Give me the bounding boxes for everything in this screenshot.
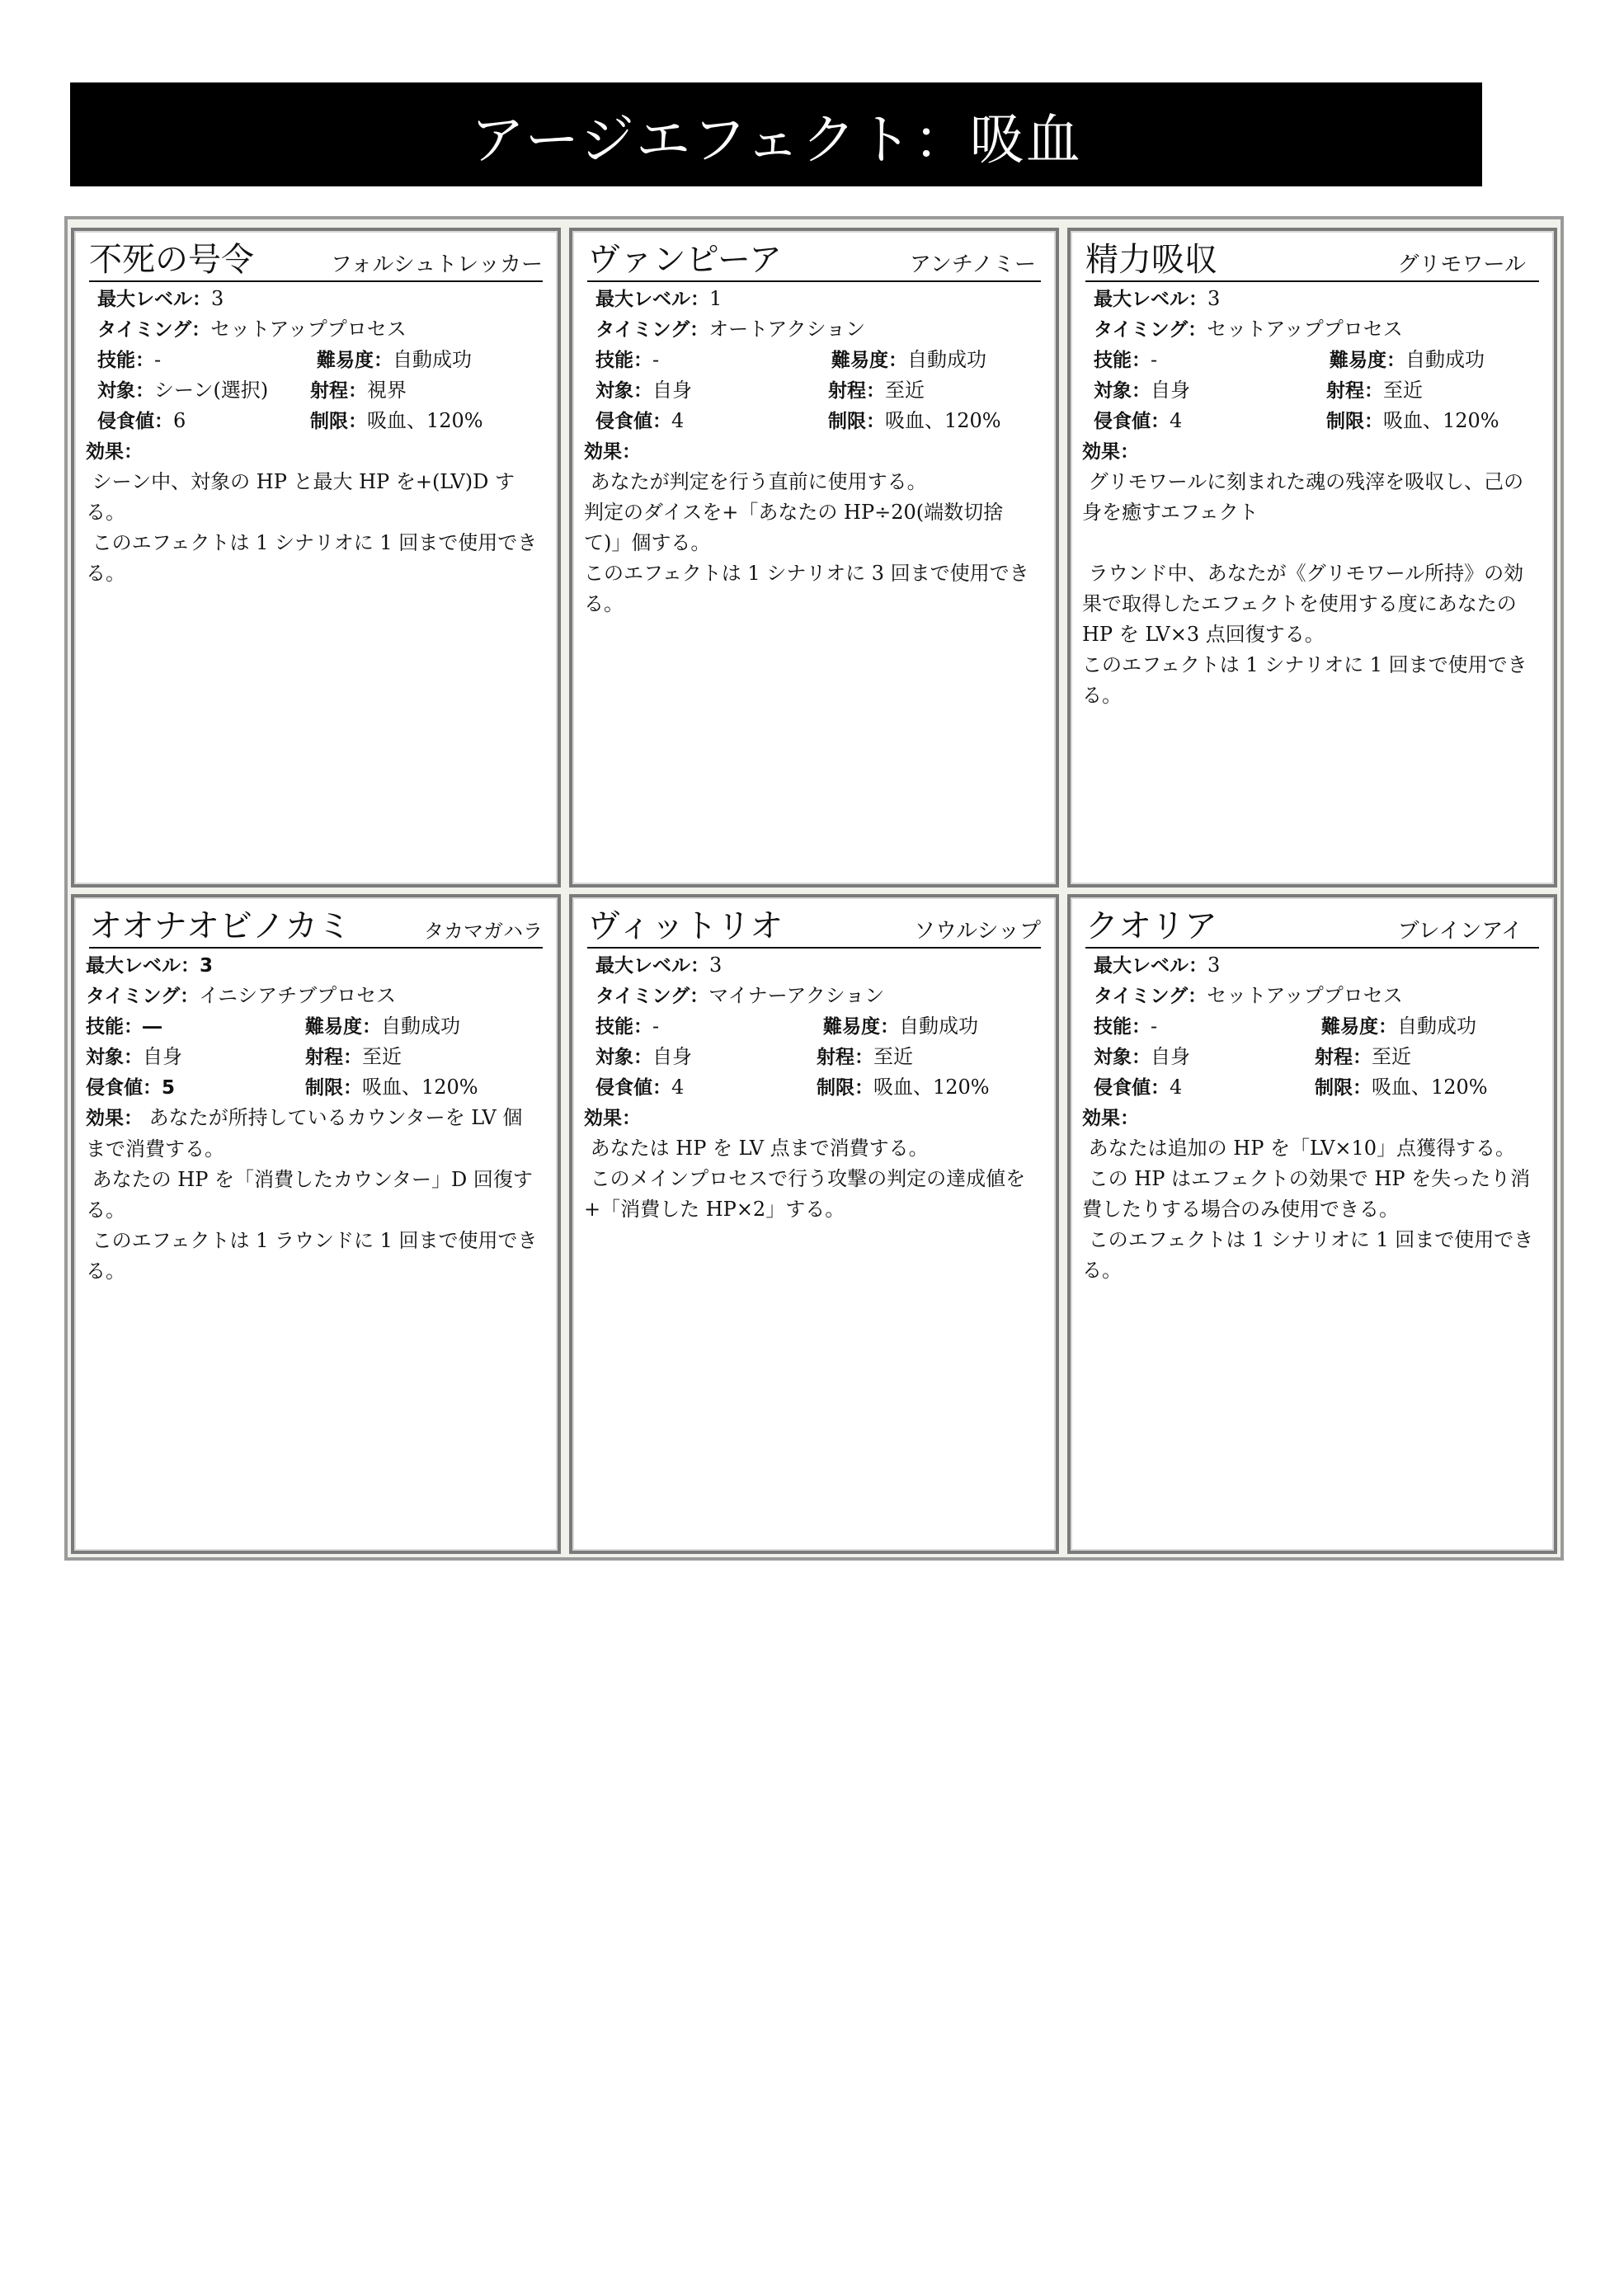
limit-value: 吸血、120% xyxy=(362,1076,478,1099)
card-header xyxy=(1085,902,1539,949)
skill-label: 技能： xyxy=(595,1016,652,1038)
skill-label: 技能： xyxy=(1094,350,1151,371)
max-level-row xyxy=(1082,284,1542,314)
effect-text: あなたが所持しているカウンターを LV 個まで消費する。 あなたの HP を「消費したカウンター」D 回復する。 このエフェクトは 1 ラウンドに 1 回まで使用できる。 xyxy=(86,1106,538,1283)
effect-name: ヴァンピーア xyxy=(587,241,782,279)
target-row xyxy=(1082,1042,1542,1072)
timing-label: タイミング： xyxy=(595,319,709,341)
difficulty-label: 難易度： xyxy=(1321,1016,1397,1038)
effect-card xyxy=(1067,228,1557,888)
effect-card xyxy=(1067,894,1557,1554)
target-label: 対象： xyxy=(1094,380,1151,402)
range-value: 至近 xyxy=(885,379,925,402)
max-level-label: 最大レベル： xyxy=(1094,289,1207,310)
max-level-row xyxy=(86,950,546,981)
timing-value: セットアッププロセス xyxy=(1207,318,1403,341)
effect-card xyxy=(569,228,1059,888)
erosion-value: 4 xyxy=(1170,1076,1183,1099)
target-label: 対象： xyxy=(1094,1047,1151,1068)
max-level-value: 1 xyxy=(709,287,723,310)
difficulty-label: 難易度： xyxy=(823,1016,899,1038)
page-title: アージエフェクト：吸血 xyxy=(70,82,1482,186)
erosion-row xyxy=(584,1072,1044,1103)
effect-syndrome: グリモワール xyxy=(1397,252,1526,277)
effect-label: 効果： xyxy=(1082,441,1139,463)
skill-row xyxy=(1082,345,1542,375)
skill-row xyxy=(86,345,546,375)
timing-value: マイナーアクション xyxy=(708,984,885,1007)
max-level-row xyxy=(86,284,546,314)
limit-label: 制限： xyxy=(817,1077,873,1099)
target-label: 対象： xyxy=(595,1047,652,1068)
effect-label-row xyxy=(1082,1103,1542,1133)
difficulty-label: 難易度： xyxy=(317,350,393,371)
target-row xyxy=(584,375,1044,406)
limit-value: 吸血、120% xyxy=(1372,1076,1488,1099)
range-label: 射程： xyxy=(310,380,367,402)
erosion-row xyxy=(1082,1072,1542,1103)
target-value: 自身 xyxy=(1151,1045,1190,1068)
target-row xyxy=(584,1042,1044,1072)
max-level-label: 最大レベル： xyxy=(86,955,200,977)
erosion-row xyxy=(584,406,1044,436)
difficulty-label: 難易度： xyxy=(305,1016,381,1038)
range-value: 至近 xyxy=(1372,1045,1411,1068)
erosion-row xyxy=(86,406,546,436)
difficulty-label: 難易度： xyxy=(1330,350,1405,371)
timing-row xyxy=(584,981,1044,1011)
timing-label: タイミング： xyxy=(1094,319,1207,341)
effect-name: クオリア xyxy=(1085,907,1217,945)
target-row xyxy=(86,375,546,406)
card-header xyxy=(89,902,543,949)
skill-label: 技能： xyxy=(595,350,652,371)
erosion-label: 侵食値： xyxy=(1094,411,1170,432)
target-label: 対象： xyxy=(595,380,652,402)
effect-text: あなたは追加の HP を「LV×10」点獲得する。 この HP はエフェクトの効果で HP を失ったり消費したりする場合のみ使用できる。 このエフェクトは 1 シナリオに 1 回まで使用できる。 xyxy=(1082,1137,1534,1282)
erosion-value: 5 xyxy=(162,1077,176,1099)
range-value: 至近 xyxy=(1383,379,1423,402)
max-level-label: 最大レベル： xyxy=(1094,955,1207,977)
skill-value: - xyxy=(1151,348,1158,371)
skill-row xyxy=(86,1011,546,1042)
timing-value: オートアクション xyxy=(708,318,866,341)
max-level-label: 最大レベル： xyxy=(595,289,709,310)
effect-card xyxy=(71,228,561,888)
limit-label: 制限： xyxy=(310,411,367,432)
erosion-value: 6 xyxy=(173,409,186,432)
effect-label: 効果： xyxy=(86,1108,143,1129)
difficulty-value: 自動成功 xyxy=(381,1015,460,1038)
effect-card xyxy=(71,894,561,1554)
skill-row xyxy=(584,345,1044,375)
timing-row xyxy=(584,314,1044,345)
difficulty-value: 自動成功 xyxy=(907,348,986,371)
target-row xyxy=(86,1042,546,1072)
target-row xyxy=(1082,375,1542,406)
limit-label: 制限： xyxy=(1315,1077,1372,1099)
effect-syndrome: ブレインアイ xyxy=(1397,919,1523,944)
range-label: 射程： xyxy=(828,380,885,402)
timing-row xyxy=(86,314,546,345)
effect-text: シーン中、対象の HP と最大 HP を+(LV)D する。 このエフェクトは 1 シナリオに 1 回まで使用できる。 xyxy=(86,470,538,585)
card-header xyxy=(1085,236,1539,282)
effect-block xyxy=(86,1103,546,1287)
skill-value: - xyxy=(652,348,660,371)
effect-name: ヴィットリオ xyxy=(587,907,784,945)
effect-syndrome: ソウルシップ xyxy=(913,919,1041,944)
target-value: 自身 xyxy=(143,1045,182,1068)
effect-label: 効果： xyxy=(86,441,143,463)
target-value: 自身 xyxy=(652,379,692,402)
range-label: 射程： xyxy=(817,1047,873,1068)
timing-row xyxy=(1082,981,1542,1011)
limit-label: 制限： xyxy=(1326,411,1383,432)
max-level-label: 最大レベル： xyxy=(97,289,211,310)
skill-value: ― xyxy=(143,1016,162,1038)
effect-syndrome: アンチノミー xyxy=(909,252,1036,277)
skill-row xyxy=(1082,1011,1542,1042)
timing-value: イニシアチブプロセス xyxy=(199,984,397,1007)
effect-card xyxy=(569,894,1059,1554)
target-value: 自身 xyxy=(1151,379,1190,402)
erosion-value: 4 xyxy=(671,1076,685,1099)
timing-value: セットアッププロセス xyxy=(210,318,407,341)
erosion-value: 4 xyxy=(671,409,685,432)
timing-row xyxy=(1082,314,1542,345)
effect-name: 精力吸収 xyxy=(1085,241,1217,279)
max-level-value: 3 xyxy=(200,955,214,977)
effect-label-row xyxy=(584,1103,1044,1133)
effect-label: 効果： xyxy=(584,441,641,463)
effect-text: グリモワールに刻まれた魂の残滓を吸収し、己の身を癒すエフェクト ラウンド中、あなたが《グリモワール所持》の効果で取得したエフェクトを使用する度にあなたの HP を LV×3 点回復する。 このエフェクトは 1 シナリオに 1 回まで使用できる。 xyxy=(1082,470,1528,707)
max-level-value: 3 xyxy=(1207,953,1221,977)
skill-label: 技能： xyxy=(86,1016,143,1038)
limit-label: 制限： xyxy=(828,411,885,432)
difficulty-value: 自動成功 xyxy=(899,1015,978,1038)
effect-name: オオナオビノカミ xyxy=(89,907,351,945)
skill-row xyxy=(584,1011,1044,1042)
effect-label-row xyxy=(584,436,1044,467)
timing-label: タイミング： xyxy=(97,319,211,341)
erosion-label: 侵食値： xyxy=(595,1077,671,1099)
target-label: 対象： xyxy=(86,1047,143,1068)
max-level-row xyxy=(1082,950,1542,981)
range-value: 視界 xyxy=(367,379,407,402)
effect-text: あなたが判定を行う直前に使用する。 判定のダイスを+「あなたの HP÷20(端数切捨て)」個する。 このエフェクトは 1 シナリオに 3 回まで使用できる。 xyxy=(584,470,1029,615)
erosion-row xyxy=(86,1072,546,1103)
max-level-value: 3 xyxy=(1207,287,1221,310)
erosion-value: 4 xyxy=(1170,409,1183,432)
effect-name: 不死の号令 xyxy=(89,241,254,279)
difficulty-label: 難易度： xyxy=(831,350,907,371)
skill-value: - xyxy=(652,1015,660,1038)
timing-label: タイミング： xyxy=(1094,986,1207,1007)
limit-value: 吸血、120% xyxy=(873,1076,990,1099)
effect-card-grid xyxy=(64,216,1564,1561)
effect-text: あなたは HP を LV 点まで消費する。 このメインプロセスで行う攻撃の判定の達成値を+「消費した HP×2」する。 xyxy=(584,1137,1026,1221)
range-label: 射程： xyxy=(1315,1047,1372,1068)
range-label: 射程： xyxy=(305,1047,362,1068)
range-value: 至近 xyxy=(362,1045,402,1068)
skill-value: - xyxy=(154,348,162,371)
effect-label-row xyxy=(1082,436,1542,467)
limit-value: 吸血、120% xyxy=(885,409,1001,432)
card-header xyxy=(89,236,543,282)
difficulty-value: 自動成功 xyxy=(1405,348,1485,371)
skill-label: 技能： xyxy=(1094,1016,1151,1038)
effect-label: 効果： xyxy=(584,1108,641,1129)
erosion-label: 侵食値： xyxy=(97,411,173,432)
max-level-row xyxy=(584,950,1044,981)
timing-label: タイミング： xyxy=(86,986,200,1007)
range-label: 射程： xyxy=(1326,380,1383,402)
card-header xyxy=(587,236,1041,282)
difficulty-value: 自動成功 xyxy=(393,348,472,371)
effect-label-row xyxy=(86,436,546,467)
timing-label: タイミング： xyxy=(595,986,709,1007)
max-level-label: 最大レベル： xyxy=(595,955,709,977)
effect-syndrome: タカマガハラ xyxy=(424,920,543,943)
target-value: 自身 xyxy=(652,1045,692,1068)
card-header xyxy=(587,902,1041,949)
max-level-row xyxy=(584,284,1044,314)
erosion-row xyxy=(1082,406,1542,436)
timing-value: セットアッププロセス xyxy=(1207,984,1403,1007)
timing-row xyxy=(86,981,546,1011)
target-value: シーン(選択) xyxy=(154,379,269,402)
limit-label: 制限： xyxy=(305,1077,362,1099)
effect-syndrome: フォルシュトレッカー xyxy=(330,252,543,277)
limit-value: 吸血、120% xyxy=(1383,409,1499,432)
skill-value: - xyxy=(1151,1015,1158,1038)
erosion-label: 侵食値： xyxy=(86,1077,162,1099)
difficulty-value: 自動成功 xyxy=(1397,1015,1476,1038)
erosion-label: 侵食値： xyxy=(1094,1077,1170,1099)
max-level-value: 3 xyxy=(709,953,723,977)
range-value: 至近 xyxy=(873,1045,913,1068)
max-level-value: 3 xyxy=(211,287,224,310)
skill-label: 技能： xyxy=(97,350,154,371)
erosion-label: 侵食値： xyxy=(595,411,671,432)
limit-value: 吸血、120% xyxy=(367,409,483,432)
effect-label: 効果： xyxy=(1082,1108,1139,1129)
target-label: 対象： xyxy=(97,380,154,402)
